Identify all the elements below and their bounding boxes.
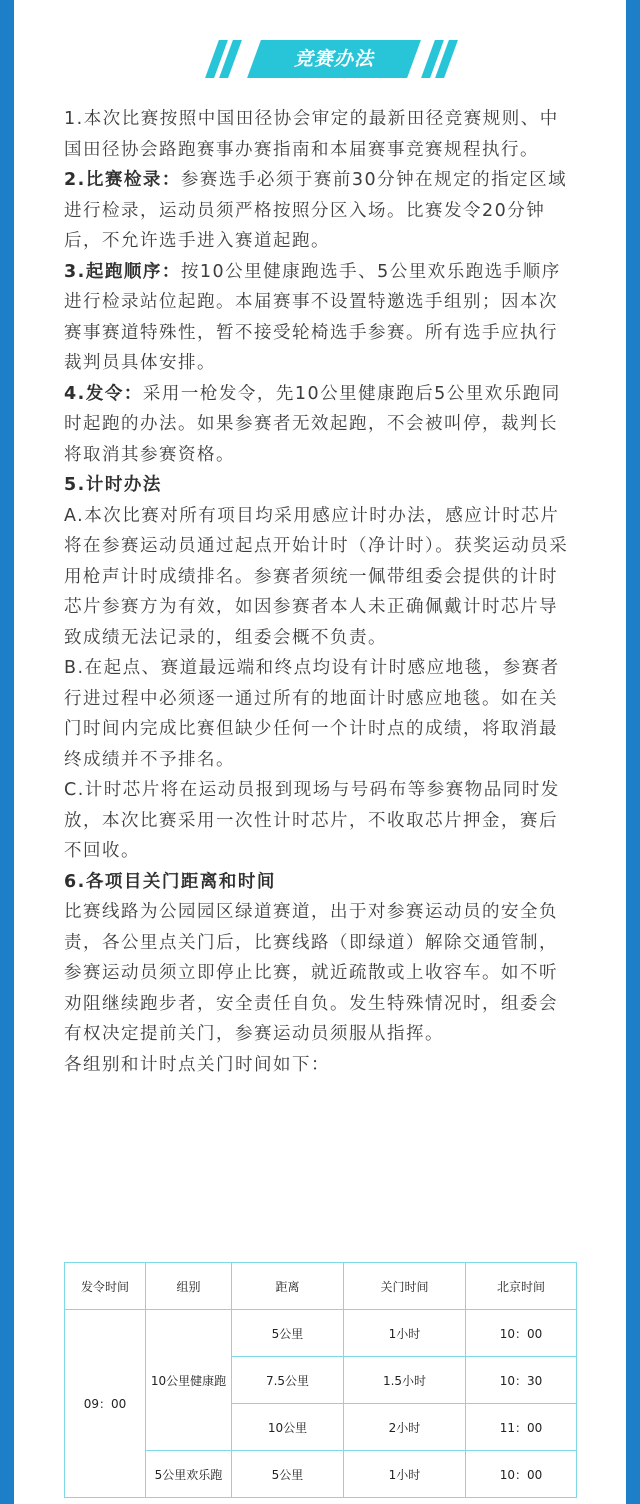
section-title: 竞赛办法 (293, 48, 374, 70)
paragraph: 4.发令：采用一枪发令，先10公里健康跑后5公里欢乐跑同时起跑的办法。如果参赛者无效起跑，不会被叫停，裁判长将取消其参赛资格。 (64, 383, 561, 465)
distance-cell: 10公里 (232, 1404, 344, 1451)
header-cell: 关门时间 (344, 1263, 466, 1310)
beijing-time-cell: 11：00 (466, 1404, 577, 1451)
paragraph: 2.比赛检录：参赛选手必须于赛前30分钟在规定的指定区域进行检录，运动员须严格按照分区入场。比赛发令20分钟后，不允许选手进入赛道起跑。 (64, 170, 568, 251)
paragraph-heading: 3.起跑顺序： (64, 261, 181, 282)
paragraph: C.计时芯片将在运动员报到现场与号码布等参赛物品同时发放，本次比赛采用一次性计时芯片，不收取芯片押金，赛后不回收。 (64, 780, 560, 861)
paragraph-heading: 6.各项目关门距离和时间 (64, 871, 276, 892)
paragraph: 3.起跑顺序：按10公里健康跑选手、5公里欢乐跑选手顺序进行检录站位起跑。本届赛事不设置特邀选手组别；因本次赛事赛道特殊性，暂不接受轮椅选手参赛。所有选手应执行裁判员具体安排。 (64, 261, 561, 373)
cutoff-cell: 1小时 (344, 1451, 466, 1498)
paragraph: 各组别和计时点关门时间如下： (64, 1054, 330, 1075)
cutoff-table (64, 1262, 577, 1498)
paragraph: A.本次比赛对所有项目均采用感应计时办法，感应计时芯片将在参赛运动员通过起点开始计时（净计时）。获奖运动员采用枪声计时成绩排名。参赛者须统一佩带组委会提供的计时芯片参赛方为有效，如因参赛者本人未正确佩戴计时芯片导致成绩无法记录的，组委会概不负责。 (64, 505, 569, 648)
header-cell: 北京时间 (466, 1263, 577, 1310)
paragraph (64, 867, 576, 898)
group-cell: 10公里健康跑 (146, 1310, 232, 1451)
distance-cell: 5公里 (232, 1451, 344, 1498)
paragraph (64, 470, 576, 501)
cutoff-cell: 1.5小时 (344, 1357, 466, 1404)
paragraph: 1.本次比赛按照中国田径协会审定的最新田径竞赛规则、中国田径协会路跑赛事办赛指南和本届赛事竞赛规程执行。 (64, 109, 559, 160)
distance-cell: 7.5公里 (232, 1357, 344, 1404)
beijing-time-cell: 10：30 (466, 1357, 577, 1404)
paragraph-heading: 4.发令： (64, 383, 143, 404)
header-cell: 距离 (232, 1263, 344, 1310)
cutoff-cell: 2小时 (344, 1404, 466, 1451)
header-cell: 发令时间 (65, 1263, 146, 1310)
start-time-cell: 09：00 (65, 1310, 146, 1498)
paragraph: B.在起点、赛道最远端和终点均设有计时感应地毯，参赛者行进过程中必须逐一通过所有的地面计时感应地毯。如在关门时间内完成比赛但缺少任何一个计时点的成绩，将取消最终成绩并不予排名。 (64, 658, 560, 770)
paragraph-heading: 5.计时办法 (64, 475, 162, 495)
paragraph-heading: 2.比赛检录： (64, 170, 181, 190)
beijing-time-cell: 10：00 (466, 1451, 577, 1498)
section-banner (206, 40, 462, 78)
paragraph: 比赛线路为公园园区绿道赛道，出于对参赛运动员的安全负责，各公里点关门后，比赛线路（即绿道）解除交通管制，参赛运动员须立即停止比赛，就近疏散或上收容车。如不听劝阻继续跑步者，安全责任自负。发生特殊情况时，组委会有权决定提前关门，参赛运动员须服从指挥。 (64, 902, 558, 1044)
table-header-row (65, 1263, 577, 1310)
rules-text (64, 104, 576, 1080)
cutoff-cell: 1小时 (344, 1310, 466, 1357)
header-cell: 组别 (146, 1263, 232, 1310)
group-cell: 5公里欢乐跑 (146, 1451, 232, 1498)
distance-cell: 5公里 (232, 1310, 344, 1357)
beijing-time-cell: 10：00 (466, 1310, 577, 1357)
table-row (65, 1310, 577, 1357)
